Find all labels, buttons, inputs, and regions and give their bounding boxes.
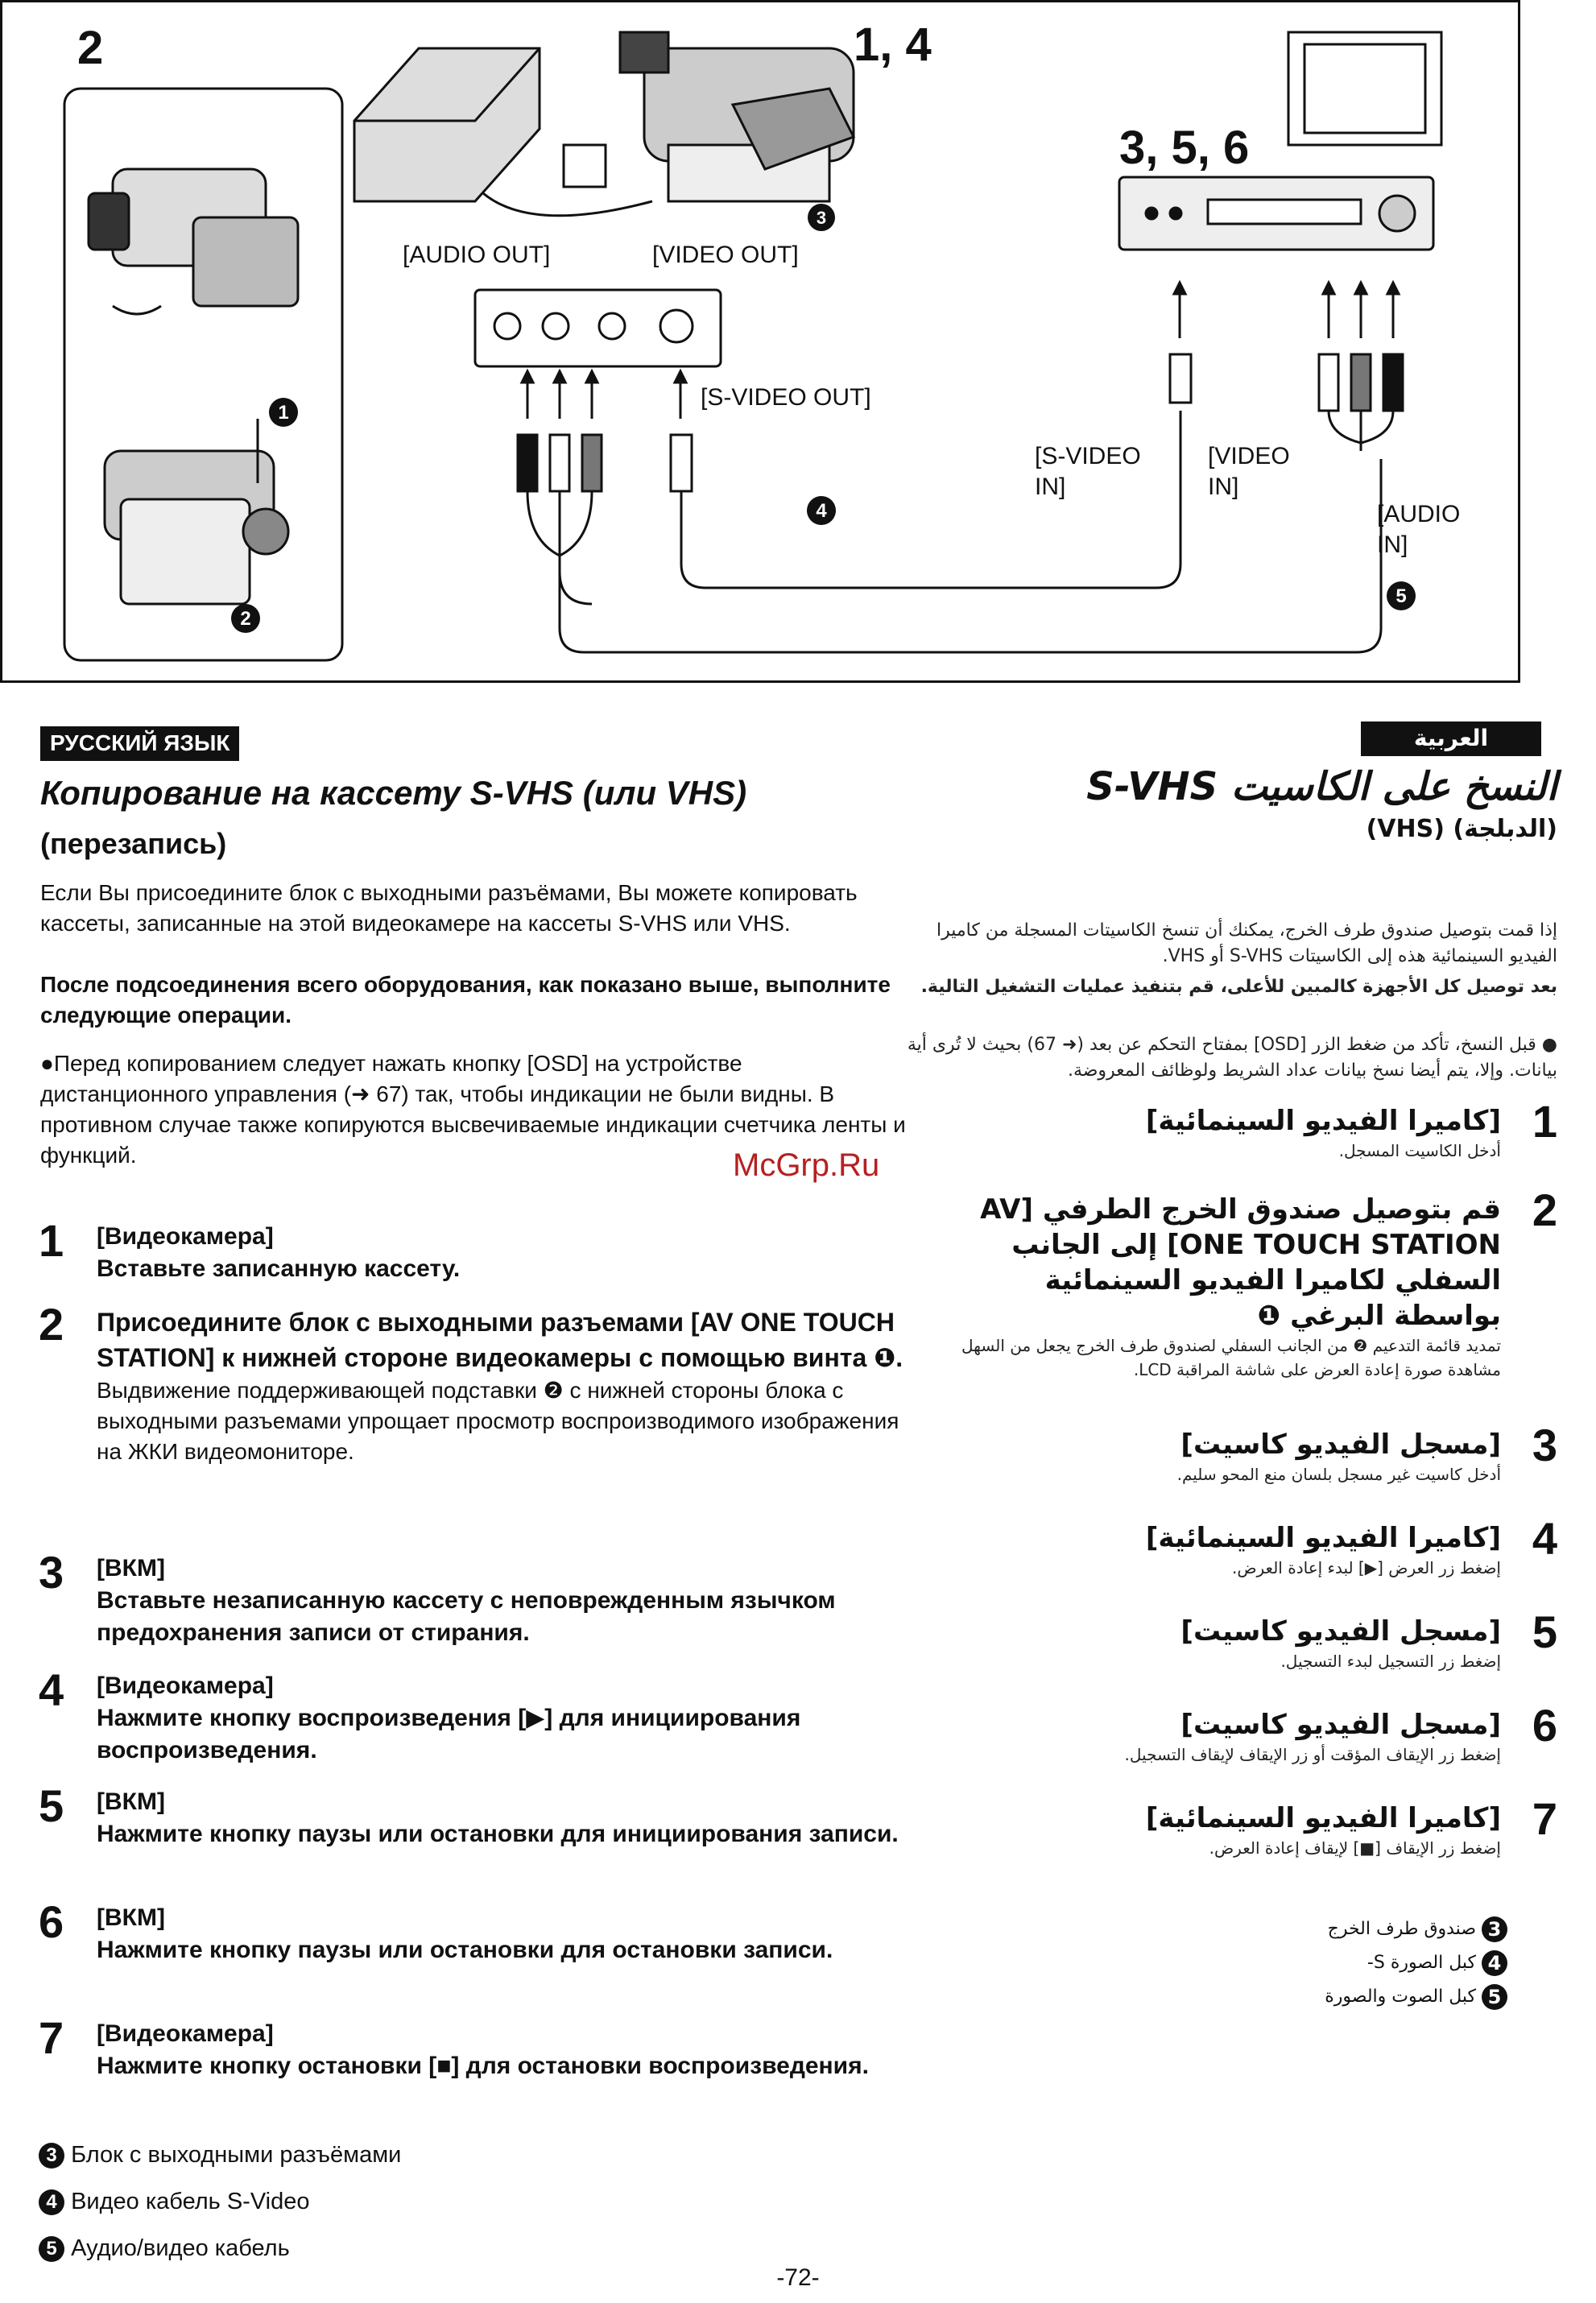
step-head: [ВКМ] — [97, 1555, 165, 1582]
step-desc: Вставьте незаписанную кассету с неповрежденным язычком предохранения записи от стирания. — [97, 1587, 836, 1646]
ru-step-6 — [39, 1896, 924, 1966]
step-number: 2 — [39, 1299, 64, 1350]
step-head: قم بتوصيل صندوق الخرج الطرفي [AV ONE TOUCH STATION] إلى الجانب السفلي لكاميرا الفيديو السينمائية بواسطة البرغي ❶ — [980, 1193, 1501, 1332]
lang-tag-russian: РУССКИЙ ЯЗЫК — [40, 726, 239, 761]
label-audio-in: [AUDIO IN] — [1377, 501, 1461, 558]
callout-4-icon: 4 — [1482, 1950, 1507, 1976]
page-number: -72- — [776, 2264, 820, 2291]
step-head: [مسجل الفيديو كاسيت] — [1180, 1709, 1501, 1741]
svg-text:1: 1 — [278, 402, 289, 424]
step-number: 7 — [39, 2012, 64, 2063]
step-number: 1 — [39, 1215, 64, 1266]
ru-step-4 — [39, 1664, 924, 1767]
callout-3-icon: 3 — [39, 2143, 64, 2169]
step-head: [كاميرا الفيديو السينمائية] — [1145, 1802, 1501, 1834]
title-main: Копирование на кассету S-VHS (или VHS) — [40, 774, 747, 812]
step-desc: إضغط زر التسجيل لبدء التسجيل. — [1280, 1652, 1501, 1671]
legend-text: صندوق طرف الخرج — [1327, 1919, 1476, 1939]
step-desc: Вставьте записанную кассету. — [97, 1255, 461, 1282]
ar-legend-5 — [1325, 1984, 1507, 2010]
label-video-out: [VIDEO OUT] — [652, 242, 799, 268]
step-desc: أدخل كاسيت غير مسجل بلسان منع المحو سليم. — [1176, 1465, 1501, 1484]
step-number: 4 — [39, 1664, 64, 1715]
step-number: 7 — [1532, 1793, 1557, 1844]
step-number: 5 — [39, 1780, 64, 1831]
step-head: [Видеокамера] — [97, 2020, 274, 2047]
step-number: 3 — [39, 1547, 64, 1598]
lang-tag-arabic: العربية — [1361, 721, 1541, 756]
legend-text: Видео кабель S-Video — [71, 2189, 310, 2214]
svg-text:3: 3 — [816, 208, 827, 228]
osd-note: ●Перед копированием следует нажать кнопку [OSD] на устройстве дистанционного управления (➜ 67) так, чтобы индикации не были видны. В противном случае также копируются высвечиваемые индикации счетчика ленты и функций. — [40, 1051, 906, 1168]
label-audio-out: [AUDIO OUT] — [403, 242, 551, 268]
step-desc: أدخل الكاسيت المسجل. — [1338, 1141, 1501, 1160]
intro-bold-text-ar: بعد توصيل كل الأجهزة كالمبين للأعلى، قم بتنفيذ عمليات التشغيل التالية. — [920, 977, 1557, 997]
step-head: [ВКМ] — [97, 1788, 165, 1815]
ru-legend-4 — [39, 2189, 309, 2215]
ru-legend-5 — [39, 2235, 290, 2262]
title-sub: (الدبلجة) (VHS) — [1366, 814, 1557, 843]
step-desc: إضغط زر الإيقاف [■] لإيقاف إعادة العرض. — [1209, 1838, 1501, 1858]
step-head: [Видеокамера] — [97, 1223, 274, 1250]
ru-step-2 — [39, 1299, 924, 1467]
ar-step-5 — [929, 1606, 1557, 1673]
tv-icon — [1288, 32, 1441, 145]
ru-step-3 — [39, 1547, 924, 1649]
step-desc: إضغط زر العرض [▶] لبدء إعادة العرض. — [1231, 1558, 1501, 1577]
step-head: [مسجل الفيديو كاسيت] — [1180, 1615, 1501, 1648]
step-desc: Нажмите кнопку паузы или остановки для остановки записи. — [97, 1937, 833, 1963]
step-number: 3 — [1532, 1420, 1557, 1470]
ru-step-1 — [39, 1215, 924, 1285]
ar-step-3 — [929, 1420, 1557, 1486]
step-desc: Нажмите кнопку остановки [■] для остановки воспроизведения. — [97, 2053, 869, 2079]
step-number: 5 — [1532, 1606, 1557, 1657]
callout-4-icon: 4 — [39, 2189, 64, 2215]
title-main: النسخ على الكاسيت S-VHS — [1086, 764, 1557, 809]
legend-text: Блок с выходными разъёмами — [71, 2142, 402, 2168]
step-head: [كاميرا الفيديو السينمائية] — [1145, 1522, 1501, 1554]
step-desc: إضغط زر الإيقاف المؤقت أو زر الإيقاف لإيقاف التسجيل. — [1124, 1745, 1501, 1764]
title-sub: (перезапись) — [40, 826, 227, 860]
step-note: Выдвижение поддерживающей подставки ❷ с нижней стороны блока с выходными разъемами упрощает просмотр воспроизводимого изображения на ЖКИ видеомониторе. — [97, 1378, 899, 1464]
ref-step-1-4: 1, 4 — [854, 19, 932, 71]
callout-5-icon: 5 — [1482, 1984, 1507, 2010]
diagram-illustration — [0, 0, 1520, 683]
intro-bold-text: После подсоединения всего оборудования, как показано выше, выполните следующие операции. — [40, 972, 891, 1027]
connection-diagram — [0, 0, 1520, 683]
legend-text: كبل الصوت والصورة — [1325, 1987, 1476, 2007]
ref-step-2: 2 — [77, 22, 104, 74]
legend-text: كبل الصورة S- — [1367, 1953, 1476, 1973]
callout-5-icon: 5 — [39, 2236, 64, 2262]
page-title-russian — [40, 769, 894, 867]
page-title-arabic — [945, 761, 1557, 846]
step-head: [مسجل الفيديو كاسيت] — [1180, 1429, 1501, 1461]
vcr-icon — [1119, 177, 1433, 250]
ar-legend-4 — [1367, 1950, 1507, 1976]
osd-note-ar: ● قبل النسخ، تأكد من ضغط الزر [OSD] بمفتاح التحكم عن بعد (➜ 67) بحيث لا تُرى أية بيانات. وإلا، يتم أيضا نسخ بيانات عداد الشريط ولوظائف المعروضة. — [907, 1035, 1557, 1081]
ar-legend-3 — [1328, 1916, 1507, 1942]
ref-step-3-5-6: 3, 5, 6 — [1119, 122, 1250, 174]
label-svideo-out: [S-VIDEO OUT] — [701, 384, 871, 411]
ar-step-4 — [929, 1513, 1557, 1580]
camcorder-bottom-icon — [105, 419, 288, 604]
svg-text:2: 2 — [240, 608, 251, 630]
svg-text:4: 4 — [816, 500, 827, 522]
ru-step-7 — [39, 2012, 924, 2082]
intro-text: Если Вы присоедините блок с выходными разъёмами, Вы можете копировать кассеты, записанные на этой видеокамере на кассеты S-VHS или VHS. — [40, 880, 858, 936]
legend-text: Аудио/видео кабель — [71, 2235, 290, 2261]
step-head: [Видеокамера] — [97, 1672, 274, 1699]
watermark: McGrp.Ru — [733, 1147, 880, 1183]
label-video-in: [VIDEO IN] — [1208, 443, 1290, 500]
step-number: 2 — [1532, 1185, 1557, 1235]
ar-step-7 — [929, 1793, 1557, 1860]
ar-step-1 — [929, 1096, 1557, 1163]
step-desc: Нажмите кнопку паузы или остановки для инициирования записи. — [97, 1821, 899, 1847]
intro-text-ar: إذا قمت بتوصيل صندوق طرف الخرج، يمكنك أن تنسخ الكاسيتات المسجلة من كاميرا الفيديو السينمائية هذه إلى الكاسيتات S-VHS أو VHS. — [937, 920, 1557, 966]
step-number: 1 — [1532, 1096, 1557, 1147]
camcorder-top-icon — [89, 169, 298, 314]
step-number: 6 — [1532, 1700, 1557, 1751]
step-desc: تمديد قائمة التدعيم ❷ من الجانب السفلي لصندوق طرف الخرج يجعل من السهل مشاهدة صورة إعادة العرض على شاشة المراقبة LCD. — [961, 1336, 1501, 1379]
step-head: Присоедините блок с выходными разъемами [AV ONE TOUCH STATION] к нижней стороне видеокамеры с помощью винта ❶. — [97, 1308, 903, 1372]
step-number: 6 — [39, 1896, 64, 1947]
camcorder-main-icon — [620, 32, 854, 201]
step-desc: Нажмите кнопку воспроизведения [▶] для инициирования воспроизведения. — [97, 1705, 801, 1763]
ru-legend-3 — [39, 2142, 401, 2169]
ru-step-5 — [39, 1780, 924, 1850]
svg-text:5: 5 — [1395, 585, 1407, 607]
ar-step-2 — [929, 1185, 1557, 1382]
label-svideo-in: [S-VIDEO IN] — [1035, 443, 1141, 500]
ar-step-6 — [929, 1700, 1557, 1767]
ac-adaptor-icon — [354, 48, 652, 216]
step-head: [كاميرا الفيديو السينمائية] — [1145, 1105, 1501, 1137]
callout-3-icon: 3 — [1482, 1916, 1507, 1942]
step-number: 4 — [1532, 1513, 1557, 1564]
step-head: [ВКМ] — [97, 1904, 165, 1931]
